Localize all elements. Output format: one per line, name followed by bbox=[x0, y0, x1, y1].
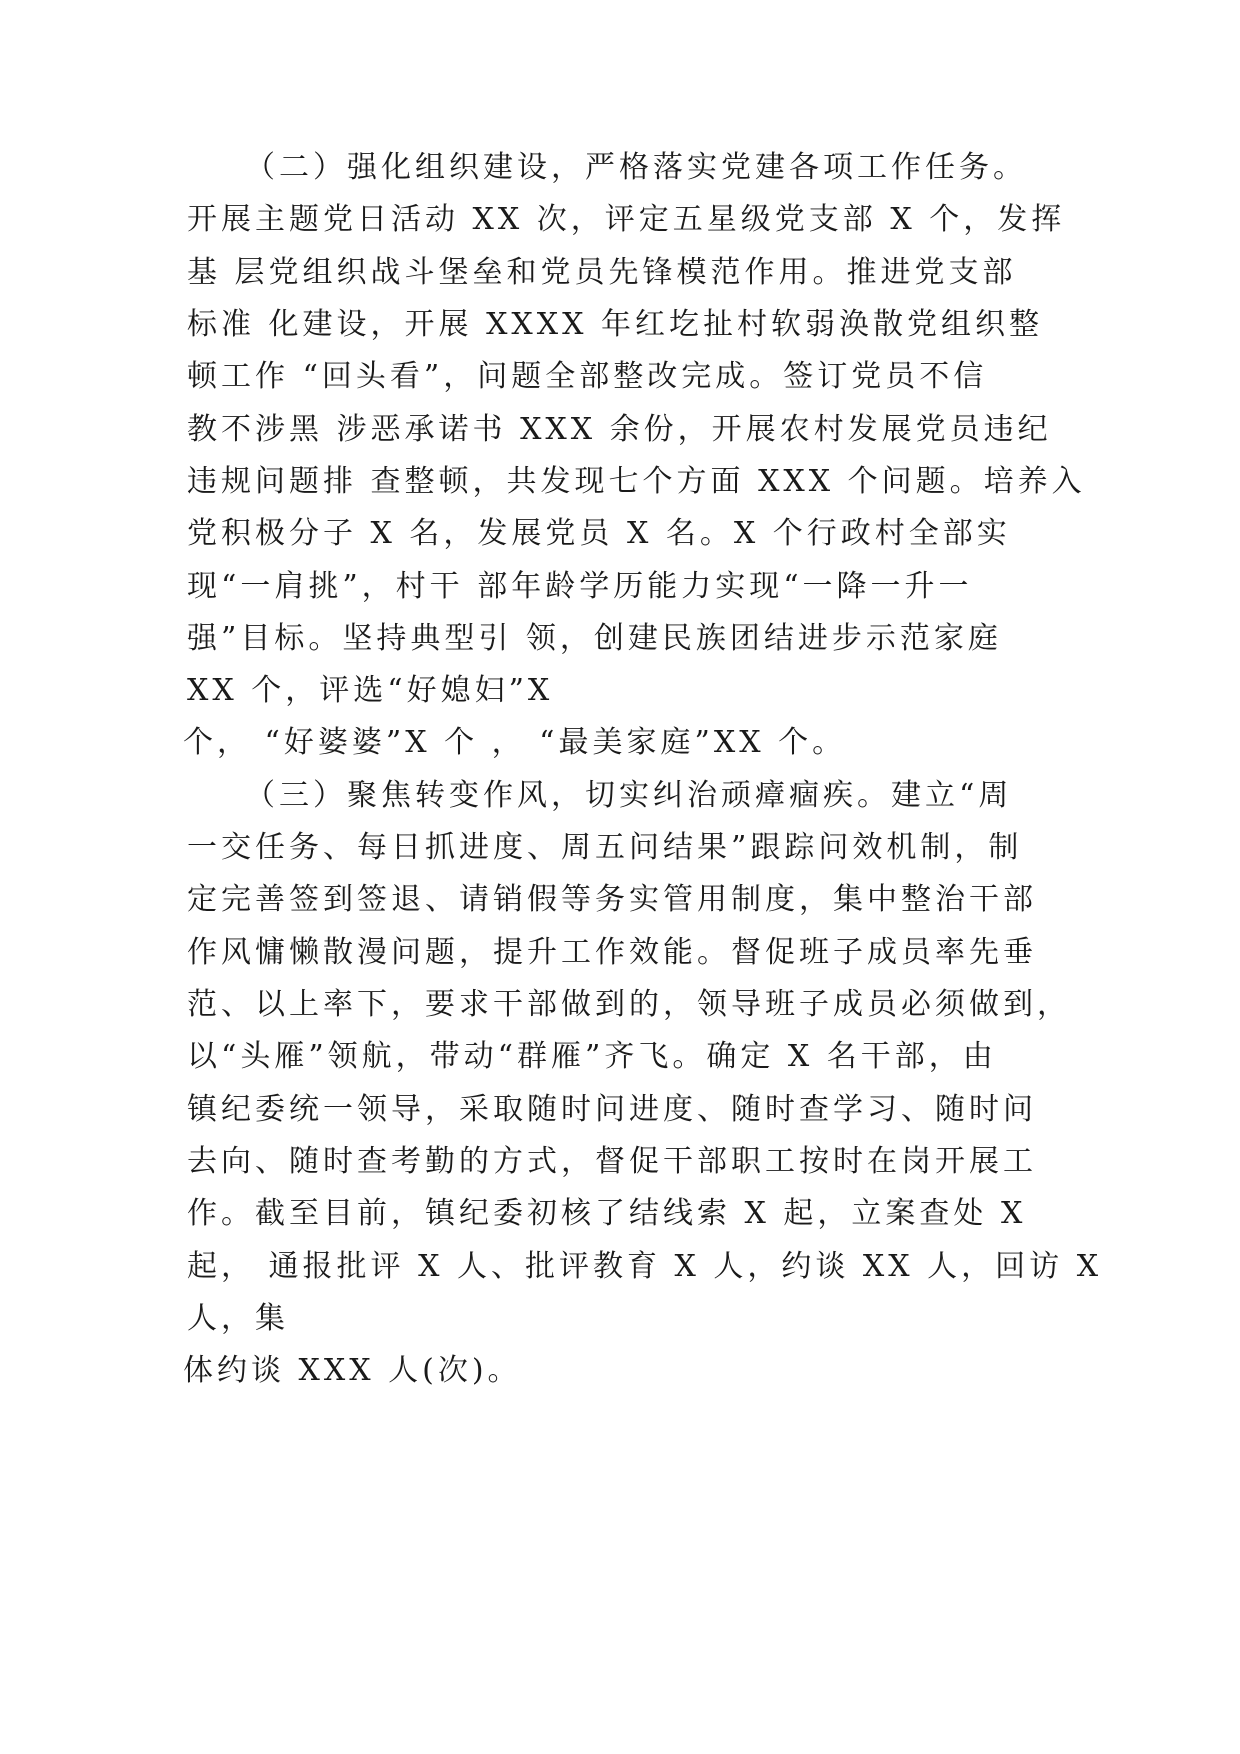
paragraph-line: 起， 通报批评 X 人、批评教育 X 人，约谈 XX 人，回访 X bbox=[187, 1249, 1103, 1284]
paragraph-line: 违规问题排 查整顿，共发现七个方面 XXX 个问题。培养入 bbox=[187, 464, 1086, 499]
paragraph-line: 去向、随时查考勤的方式，督促干部职工按时在岗开展工 bbox=[187, 1144, 1037, 1179]
paragraph-line: 强”目标。坚持典型引 领，创建民族团结进步示范家庭 bbox=[187, 621, 1002, 656]
paragraph-line: 作风慵懒散漫问题，提升工作效能。督促班子成员率先垂 bbox=[187, 935, 1037, 970]
paragraph-line: 范、以上率下，要求干部做到的，领导班子成员必须做到， bbox=[187, 987, 1071, 1022]
paragraph-line: 镇纪委统一领导，采取随时问进度、随时查学习、随时问 bbox=[187, 1092, 1037, 1127]
paragraph-line: 人，集 bbox=[187, 1301, 289, 1336]
paragraph-line: 以“头雁”领航，带动“群雁”齐飞。确定 X 名干部，由 bbox=[187, 1039, 997, 1074]
paragraph-line: 顿工作 “回头看”，问题全部整改完成。签订党员不信 bbox=[187, 359, 988, 394]
paragraph-line: 作。截至目前，镇纪委初核了结线索 X 起，立案查处 X bbox=[187, 1196, 1027, 1231]
paragraph-line: XX 个，评选“好媳妇”X bbox=[187, 673, 554, 708]
paragraph-line: 基 层党组织战斗堡垒和党员先锋模范作用。推进党支部 bbox=[187, 255, 1017, 290]
paragraph-line: （三）聚焦转变作风，切实纠治顽瘴痼疾。建立“周 bbox=[245, 778, 1013, 813]
paragraph-line: 一交任务、每日抓进度、周五问结果”跟踪问效机制，制 bbox=[187, 830, 1023, 865]
paragraph-line: 现“一肩挑”，村干 部年龄学历能力实现“一降一升一 bbox=[187, 569, 973, 604]
paragraph-line: 标准 化建设，开展 XXXX 年红圪扯村软弱涣散党组织整 bbox=[187, 307, 1044, 342]
paragraph-line: 个， “好婆婆”X 个 ， “最美家庭”XX 个。 bbox=[183, 725, 847, 760]
paragraph-line: 教不涉黑 涉恶承诺书 XXX 余份，开展农村发展党员违纪 bbox=[187, 412, 1052, 447]
paragraph-line: 开展主题党日活动 XX 次，评定五星级党支部 X 个，发挥 bbox=[187, 202, 1066, 237]
paragraph-line: 党积极分子 X 名，发展党员 X 名。X 个行政村全部实 bbox=[187, 516, 1011, 551]
paragraph-line: （二）强化组织建设，严格落实党建各项工作任务。 bbox=[245, 150, 1027, 185]
paragraph-line: 定完善签到签退、请销假等务实管用制度，集中整治干部 bbox=[187, 882, 1037, 917]
paragraph-line: 体约谈 XXX 人(次)。 bbox=[183, 1353, 522, 1388]
